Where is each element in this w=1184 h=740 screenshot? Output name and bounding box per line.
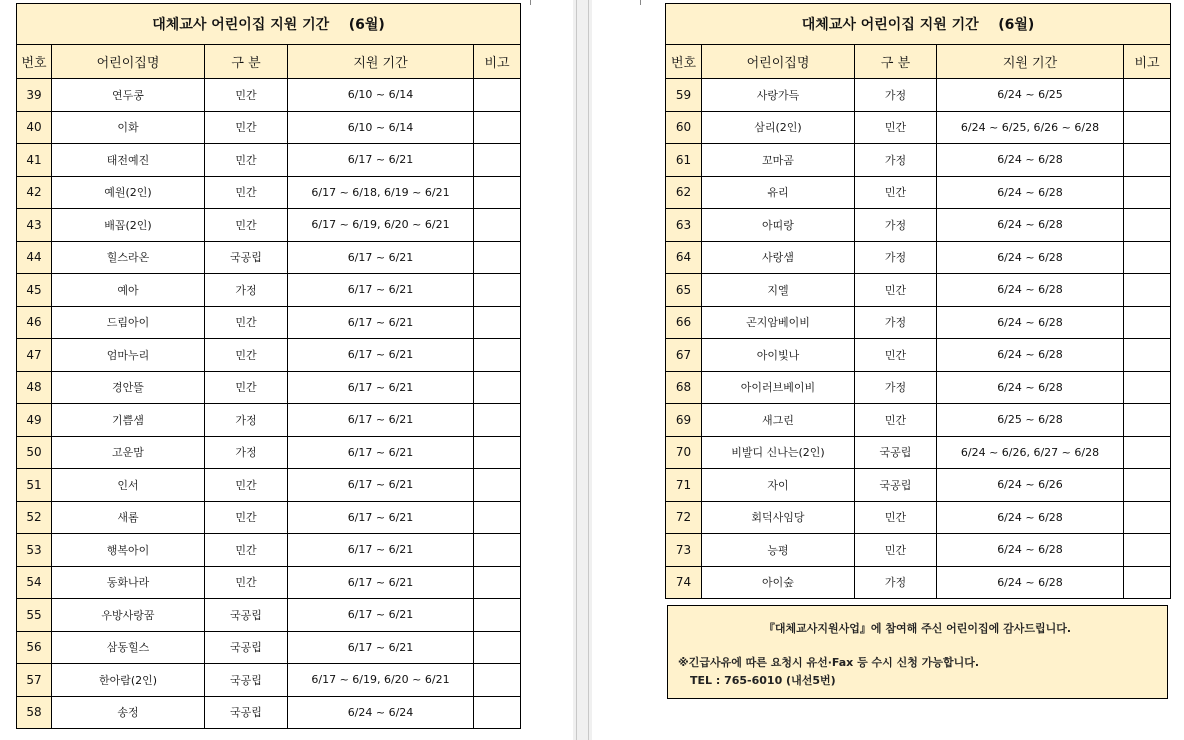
row-number: 68 bbox=[666, 371, 702, 404]
table-row bbox=[666, 111, 1171, 144]
daycare-category: 민간 bbox=[205, 209, 288, 242]
row-note bbox=[1124, 404, 1171, 437]
header-note: 비고 bbox=[1124, 45, 1171, 79]
support-period: 6/24 ~ 6/28 bbox=[937, 371, 1124, 404]
row-number: 45 bbox=[17, 274, 52, 307]
table-row bbox=[17, 501, 521, 534]
row-number: 57 bbox=[17, 664, 52, 697]
daycare-name: 능평 bbox=[702, 534, 855, 567]
support-period: 6/24 ~ 6/25, 6/26 ~ 6/28 bbox=[937, 111, 1124, 144]
table-row bbox=[17, 599, 521, 632]
daycare-category: 민간 bbox=[205, 339, 288, 372]
table-title bbox=[666, 4, 1171, 45]
daycare-name: 삼리(2인) bbox=[702, 111, 855, 144]
daycare-category: 민간 bbox=[205, 469, 288, 502]
daycare-name: 삼동힐스 bbox=[52, 631, 205, 664]
daycare-name: 경안뜰 bbox=[52, 371, 205, 404]
daycare-name: 이화 bbox=[52, 111, 205, 144]
support-period: 6/24 ~ 6/24 bbox=[288, 696, 474, 729]
daycare-category: 민간 bbox=[205, 111, 288, 144]
row-note bbox=[474, 241, 521, 274]
row-note bbox=[474, 696, 521, 729]
support-period: 6/17 ~ 6/21 bbox=[288, 339, 474, 372]
row-note bbox=[474, 79, 521, 112]
table-row bbox=[17, 631, 521, 664]
row-note bbox=[1124, 306, 1171, 339]
daycare-category: 국공립 bbox=[205, 241, 288, 274]
row-number: 49 bbox=[17, 404, 52, 437]
header-name: 어린이집명 bbox=[702, 45, 855, 79]
table-row bbox=[17, 176, 521, 209]
support-period: 6/25 ~ 6/28 bbox=[937, 404, 1124, 437]
row-number: 42 bbox=[17, 176, 52, 209]
daycare-category: 민간 bbox=[205, 501, 288, 534]
row-number: 60 bbox=[666, 111, 702, 144]
daycare-name: 아이빛나 bbox=[702, 339, 855, 372]
table-row bbox=[666, 436, 1171, 469]
row-note bbox=[1124, 111, 1171, 144]
daycare-name: 엄마누리 bbox=[52, 339, 205, 372]
table-row bbox=[17, 469, 521, 502]
daycare-name: 유리 bbox=[702, 176, 855, 209]
row-note bbox=[474, 664, 521, 697]
header-note: 비고 bbox=[474, 45, 521, 79]
row-note bbox=[474, 176, 521, 209]
table-row bbox=[666, 501, 1171, 534]
row-number: 55 bbox=[17, 599, 52, 632]
telephone-info: TEL : 765-6010 (내선5번) bbox=[690, 674, 836, 687]
row-note bbox=[474, 566, 521, 599]
page-divider bbox=[576, 0, 577, 740]
daycare-category: 가정 bbox=[855, 566, 937, 599]
thanks-text: 『대체교사지원사업』에 참여해 주신 어린이집에 감사드립니다. bbox=[763, 622, 1072, 635]
support-period: 6/17 ~ 6/21 bbox=[288, 631, 474, 664]
daycare-name: 새그린 bbox=[702, 404, 855, 437]
row-note bbox=[1124, 501, 1171, 534]
title-month: (6월) bbox=[348, 17, 385, 33]
page-corner-mark bbox=[640, 0, 641, 5]
table-row bbox=[17, 404, 521, 437]
row-number: 58 bbox=[17, 696, 52, 729]
daycare-name: 드림아이 bbox=[52, 306, 205, 339]
row-number: 51 bbox=[17, 469, 52, 502]
header-num: 번호 bbox=[666, 45, 702, 79]
row-number: 72 bbox=[666, 501, 702, 534]
table-row bbox=[666, 176, 1171, 209]
header-category: 구 분 bbox=[855, 45, 937, 79]
row-number: 48 bbox=[17, 371, 52, 404]
page-divider bbox=[588, 0, 589, 740]
table-title bbox=[17, 4, 521, 45]
row-note bbox=[1124, 436, 1171, 469]
daycare-category: 가정 bbox=[855, 306, 937, 339]
row-number: 53 bbox=[17, 534, 52, 567]
header-period: 지원 기간 bbox=[937, 45, 1124, 79]
row-note bbox=[474, 274, 521, 307]
row-number: 41 bbox=[17, 144, 52, 177]
daycare-name: 비발디 신나는(2인) bbox=[702, 436, 855, 469]
daycare-category: 민간 bbox=[855, 404, 937, 437]
daycare-category: 민간 bbox=[205, 79, 288, 112]
daycare-name: 예아 bbox=[52, 274, 205, 307]
row-note bbox=[1124, 274, 1171, 307]
row-note bbox=[1124, 79, 1171, 112]
daycare-category: 국공립 bbox=[205, 599, 288, 632]
daycare-category: 가정 bbox=[205, 404, 288, 437]
daycare-name: 행복아이 bbox=[52, 534, 205, 567]
support-period: 6/17 ~ 6/21 bbox=[288, 501, 474, 534]
row-note bbox=[1124, 339, 1171, 372]
row-note bbox=[1124, 209, 1171, 242]
support-period: 6/24 ~ 6/28 bbox=[937, 241, 1124, 274]
daycare-category: 민간 bbox=[855, 176, 937, 209]
daycare-name: 연두콩 bbox=[52, 79, 205, 112]
daycare-category: 가정 bbox=[855, 371, 937, 404]
table-row bbox=[17, 696, 521, 729]
table-row bbox=[666, 274, 1171, 307]
row-number: 50 bbox=[17, 436, 52, 469]
row-number: 40 bbox=[17, 111, 52, 144]
daycare-category: 민간 bbox=[855, 339, 937, 372]
schedule-table-left bbox=[16, 3, 521, 729]
support-period: 6/10 ~ 6/14 bbox=[288, 111, 474, 144]
row-note bbox=[474, 631, 521, 664]
row-note bbox=[1124, 176, 1171, 209]
support-period: 6/17 ~ 6/19, 6/20 ~ 6/21 bbox=[288, 209, 474, 242]
daycare-category: 국공립 bbox=[855, 469, 937, 502]
daycare-category: 국공립 bbox=[205, 664, 288, 697]
row-note bbox=[474, 469, 521, 502]
row-note bbox=[474, 534, 521, 567]
support-period: 6/17 ~ 6/21 bbox=[288, 274, 474, 307]
row-number: 56 bbox=[17, 631, 52, 664]
support-period: 6/17 ~ 6/21 bbox=[288, 306, 474, 339]
table-row bbox=[17, 144, 521, 177]
table-row bbox=[17, 566, 521, 599]
daycare-name: 사랑샘 bbox=[702, 241, 855, 274]
support-period: 6/17 ~ 6/21 bbox=[288, 469, 474, 502]
table-row bbox=[666, 209, 1171, 242]
row-number: 65 bbox=[666, 274, 702, 307]
daycare-name: 새롬 bbox=[52, 501, 205, 534]
table-body-right bbox=[666, 79, 1171, 599]
daycare-category: 민간 bbox=[205, 306, 288, 339]
schedule-table-right bbox=[665, 3, 1171, 599]
table-row bbox=[666, 534, 1171, 567]
daycare-category: 가정 bbox=[855, 209, 937, 242]
row-number: 69 bbox=[666, 404, 702, 437]
table-row bbox=[17, 534, 521, 567]
daycare-name: 예원(2인) bbox=[52, 176, 205, 209]
daycare-category: 민간 bbox=[205, 144, 288, 177]
row-number: 74 bbox=[666, 566, 702, 599]
support-period: 6/10 ~ 6/14 bbox=[288, 79, 474, 112]
daycare-name: 인서 bbox=[52, 469, 205, 502]
title-text: 대체교사 어린이집 지원 기간 bbox=[152, 17, 330, 33]
table-row bbox=[666, 79, 1171, 112]
page-corner-mark bbox=[530, 0, 531, 5]
table-row bbox=[666, 306, 1171, 339]
row-note bbox=[474, 209, 521, 242]
daycare-name: 태전예진 bbox=[52, 144, 205, 177]
table-row bbox=[17, 111, 521, 144]
table-row bbox=[666, 241, 1171, 274]
daycare-name: 사랑가득 bbox=[702, 79, 855, 112]
header-period: 지원 기간 bbox=[288, 45, 474, 79]
support-period: 6/24 ~ 6/28 bbox=[937, 209, 1124, 242]
row-note bbox=[474, 306, 521, 339]
row-note bbox=[1124, 241, 1171, 274]
table-row bbox=[666, 339, 1171, 372]
row-number: 64 bbox=[666, 241, 702, 274]
daycare-name: 아이러브베이비 bbox=[702, 371, 855, 404]
title-month: (6월) bbox=[998, 17, 1035, 33]
title-text: 대체교사 어린이집 지원 기간 bbox=[801, 17, 979, 33]
table-row bbox=[17, 436, 521, 469]
row-number: 52 bbox=[17, 501, 52, 534]
daycare-category: 가정 bbox=[855, 79, 937, 112]
daycare-name: 힐스라온 bbox=[52, 241, 205, 274]
header-category: 구 분 bbox=[205, 45, 288, 79]
header-name: 어린이집명 bbox=[52, 45, 205, 79]
support-period: 6/24 ~ 6/25 bbox=[937, 79, 1124, 112]
support-period: 6/24 ~ 6/26 bbox=[937, 469, 1124, 502]
row-note bbox=[474, 404, 521, 437]
support-period: 6/17 ~ 6/21 bbox=[288, 144, 474, 177]
urgent-notice: ※긴급사유에 따른 요청시 유선·Fax 등 수시 신청 가능합니다. bbox=[678, 656, 980, 669]
support-period: 6/24 ~ 6/28 bbox=[937, 144, 1124, 177]
table-body-left bbox=[17, 79, 521, 729]
daycare-category: 국공립 bbox=[205, 696, 288, 729]
row-note bbox=[474, 371, 521, 404]
daycare-name: 꼬마곰 bbox=[702, 144, 855, 177]
row-number: 47 bbox=[17, 339, 52, 372]
row-note bbox=[474, 339, 521, 372]
row-number: 67 bbox=[666, 339, 702, 372]
support-period: 6/17 ~ 6/21 bbox=[288, 241, 474, 274]
support-period: 6/24 ~ 6/28 bbox=[937, 501, 1124, 534]
row-number: 39 bbox=[17, 79, 52, 112]
row-note bbox=[1124, 566, 1171, 599]
row-note bbox=[474, 599, 521, 632]
daycare-name: 한아람(2인) bbox=[52, 664, 205, 697]
daycare-category: 민간 bbox=[855, 274, 937, 307]
daycare-category: 국공립 bbox=[855, 436, 937, 469]
daycare-name: 배꼽(2인) bbox=[52, 209, 205, 242]
row-number: 61 bbox=[666, 144, 702, 177]
support-period: 6/17 ~ 6/19, 6/20 ~ 6/21 bbox=[288, 664, 474, 697]
support-period: 6/24 ~ 6/28 bbox=[937, 176, 1124, 209]
row-number: 70 bbox=[666, 436, 702, 469]
row-number: 71 bbox=[666, 469, 702, 502]
table-row bbox=[17, 371, 521, 404]
daycare-name: 회덕사임당 bbox=[702, 501, 855, 534]
row-number: 66 bbox=[666, 306, 702, 339]
row-number: 44 bbox=[17, 241, 52, 274]
daycare-name: 곤지암베이비 bbox=[702, 306, 855, 339]
row-note bbox=[474, 501, 521, 534]
table-row bbox=[666, 566, 1171, 599]
table-row bbox=[666, 404, 1171, 437]
support-period: 6/24 ~ 6/28 bbox=[937, 534, 1124, 567]
daycare-category: 민간 bbox=[205, 534, 288, 567]
row-note bbox=[1124, 534, 1171, 567]
support-period: 6/17 ~ 6/21 bbox=[288, 534, 474, 567]
support-period: 6/17 ~ 6/21 bbox=[288, 599, 474, 632]
daycare-category: 민간 bbox=[855, 501, 937, 534]
table-row bbox=[17, 209, 521, 242]
row-number: 59 bbox=[666, 79, 702, 112]
table-row bbox=[17, 274, 521, 307]
row-number: 43 bbox=[17, 209, 52, 242]
daycare-name: 아띠랑 bbox=[702, 209, 855, 242]
row-number: 62 bbox=[666, 176, 702, 209]
support-period: 6/24 ~ 6/28 bbox=[937, 339, 1124, 372]
support-period: 6/17 ~ 6/21 bbox=[288, 404, 474, 437]
support-period: 6/24 ~ 6/28 bbox=[937, 274, 1124, 307]
row-number: 46 bbox=[17, 306, 52, 339]
daycare-category: 민간 bbox=[205, 176, 288, 209]
daycare-name: 고운맘 bbox=[52, 436, 205, 469]
table-row bbox=[17, 79, 521, 112]
support-period: 6/17 ~ 6/21 bbox=[288, 371, 474, 404]
row-number: 63 bbox=[666, 209, 702, 242]
row-number: 73 bbox=[666, 534, 702, 567]
daycare-category: 가정 bbox=[855, 241, 937, 274]
daycare-name: 우방사랑꿈 bbox=[52, 599, 205, 632]
daycare-category: 민간 bbox=[205, 566, 288, 599]
table-row bbox=[17, 241, 521, 274]
row-number: 54 bbox=[17, 566, 52, 599]
table-row bbox=[17, 306, 521, 339]
daycare-name: 동화나라 bbox=[52, 566, 205, 599]
daycare-name: 아이숲 bbox=[702, 566, 855, 599]
support-period: 6/24 ~ 6/28 bbox=[937, 566, 1124, 599]
daycare-category: 가정 bbox=[205, 436, 288, 469]
support-period: 6/17 ~ 6/18, 6/19 ~ 6/21 bbox=[288, 176, 474, 209]
row-note bbox=[474, 436, 521, 469]
daycare-name: 지엘 bbox=[702, 274, 855, 307]
support-period: 6/17 ~ 6/21 bbox=[288, 436, 474, 469]
row-note bbox=[474, 111, 521, 144]
daycare-name: 기쁨샘 bbox=[52, 404, 205, 437]
daycare-category: 민간 bbox=[205, 371, 288, 404]
table-row bbox=[17, 664, 521, 697]
support-period: 6/24 ~ 6/26, 6/27 ~ 6/28 bbox=[937, 436, 1124, 469]
daycare-category: 가정 bbox=[205, 274, 288, 307]
daycare-category: 민간 bbox=[855, 534, 937, 567]
daycare-name: 송정 bbox=[52, 696, 205, 729]
row-note bbox=[1124, 144, 1171, 177]
row-note bbox=[474, 144, 521, 177]
header-num: 번호 bbox=[17, 45, 52, 79]
daycare-name: 자이 bbox=[702, 469, 855, 502]
footer-note-box bbox=[667, 605, 1168, 699]
table-row bbox=[17, 339, 521, 372]
table-row bbox=[666, 469, 1171, 502]
row-note bbox=[1124, 371, 1171, 404]
support-period: 6/24 ~ 6/28 bbox=[937, 306, 1124, 339]
row-note bbox=[1124, 469, 1171, 502]
daycare-category: 민간 bbox=[855, 111, 937, 144]
table-row bbox=[666, 371, 1171, 404]
support-period: 6/17 ~ 6/21 bbox=[288, 566, 474, 599]
daycare-category: 국공립 bbox=[205, 631, 288, 664]
table-row bbox=[666, 144, 1171, 177]
daycare-category: 가정 bbox=[855, 144, 937, 177]
